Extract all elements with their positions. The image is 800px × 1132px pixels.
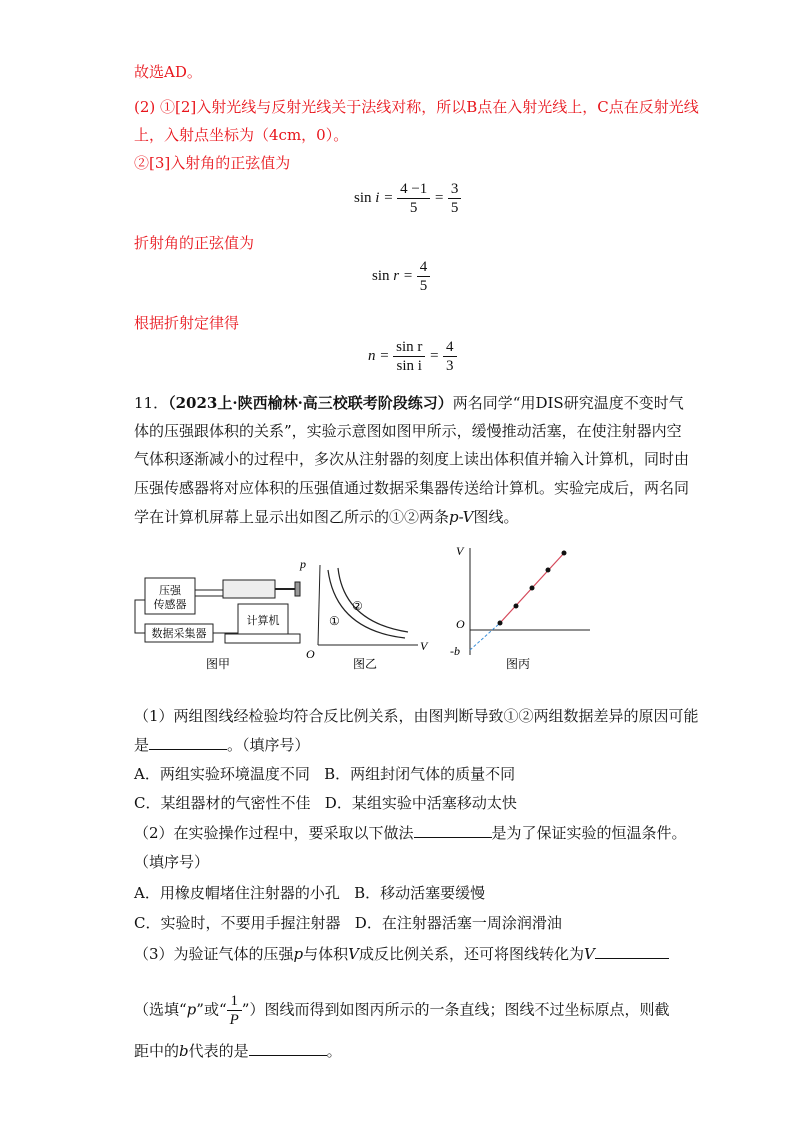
sub-question-2: （填序号）: [134, 853, 210, 871]
answer-line: 折射角的正弦值为: [134, 234, 255, 252]
sensor-label: 压强: [159, 585, 181, 597]
sub-question-3: （选填“p”或“ $\frac{1}{P}$ ”）图线而得到如图丙所示的一条直线；图线不过坐标原点，则截: [134, 993, 670, 1028]
curve-label: ①: [329, 614, 340, 628]
option-d: D．在注射器活塞一周涂润滑油: [354, 914, 562, 932]
sub-question-2: （2）在实验操作过程中，要采取以下做法 是为了保证实验的恒温条件。: [134, 824, 687, 842]
options-row: [134, 883, 485, 903]
connector: [195, 590, 223, 596]
option-d: D．某组实验中活塞移动太快: [324, 794, 517, 812]
question-stem: 体的压强跟体积的关系”，实验示意图如图甲所示，缓慢推动活塞，在使注射器内空: [134, 422, 682, 440]
caption-bing: 图丙: [505, 657, 531, 671]
extrapolation-line: [470, 623, 500, 650]
origin: O: [456, 617, 465, 631]
answer-blank[interactable]: [149, 735, 227, 750]
equation-sin-r: sin r = $\frac{4}{5}$: [372, 258, 430, 295]
answer-blank[interactable]: [249, 1041, 327, 1056]
equation-sin-i: sin i = $\frac{4 -1}{5}$ = $\frac{3}{5}$: [354, 180, 461, 217]
sub-question-1: （1）两组图线经检验均符合反比例关系，由图判断导致①②两组数据差异的原因可能: [134, 707, 699, 725]
answer-blank[interactable]: [414, 823, 492, 838]
question-stem: 气体积逐渐减小的过程中，多次从注射器的刻度上读出体积值并输入计算机，同时由: [134, 450, 690, 468]
options-row: [134, 913, 562, 933]
question-stem: 压强传感器将对应体积的压强值通过数据采集器传送给计算机。实验完成后，两名同: [134, 479, 690, 497]
option-c: C．某组器材的气密性不佳: [134, 794, 311, 812]
equation-refraction: n = $\frac{\text{sin r}}{\text{sin i}}$ = $\frac{4}{3}$: [368, 338, 457, 375]
answer-line: ②[3]入射角的正弦值为: [134, 154, 291, 172]
sub-question-1: 是 。（填序号）: [134, 736, 310, 754]
axis-v: V: [420, 639, 428, 653]
option-b: B．两组封闭气体的质量不同: [324, 765, 516, 783]
figure-yi: [299, 557, 429, 671]
figures: [130, 540, 600, 680]
answer-line: 故选AD。: [134, 63, 202, 81]
option-c: C．实验时，不要用手握注射器: [134, 914, 341, 932]
options-row: [134, 764, 515, 784]
axis-v: V: [456, 544, 464, 558]
sub-question-3: 距中的b代表的是 。: [134, 1042, 342, 1060]
question-stem: 学在计算机屏幕上显示出如图乙所示的①②两条p-V图线。: [134, 508, 519, 526]
answer-line: (2) ①[2]入射光线与反射光线关于法线对称，所以B点在入射光线上，C点在反射光线: [134, 98, 699, 116]
caption-yi: 图乙: [352, 657, 378, 671]
answer-line: 上，入射点坐标为（4cm，0）。: [134, 126, 349, 144]
options-row: [134, 793, 517, 813]
caption-jia: 图甲: [205, 657, 231, 671]
sensor-label: 传感器: [153, 599, 187, 611]
option-b: B．移动活塞要缓慢: [354, 884, 486, 902]
axis-p: p: [300, 557, 306, 571]
curve-2: [338, 568, 408, 632]
syringe-icon: [223, 580, 275, 598]
sub-question-3: （3）为验证气体的压强p与体积V成反比例关系，还可将图线转化为V: [134, 944, 669, 964]
origin: O: [306, 647, 315, 661]
option-a: A．两组实验环境温度不同: [134, 765, 310, 783]
answer-line: 根据折射定律得: [134, 314, 240, 332]
collector-label: 数据采集器: [151, 628, 207, 640]
answer-blank[interactable]: [595, 944, 669, 959]
figure-bing: [450, 544, 590, 671]
figure-jia: [135, 578, 300, 671]
option-a: A．用橡皮帽堵住注射器的小孔: [134, 884, 340, 902]
computer-label: 计算机: [246, 615, 280, 627]
question-stem: 11．（2023上·陕西榆林·高三校联考阶段练习）两名同学“用DIS研究温度不变时气: [134, 394, 684, 412]
curve-label: ②: [352, 599, 363, 613]
intercept-label: -b: [450, 644, 460, 658]
